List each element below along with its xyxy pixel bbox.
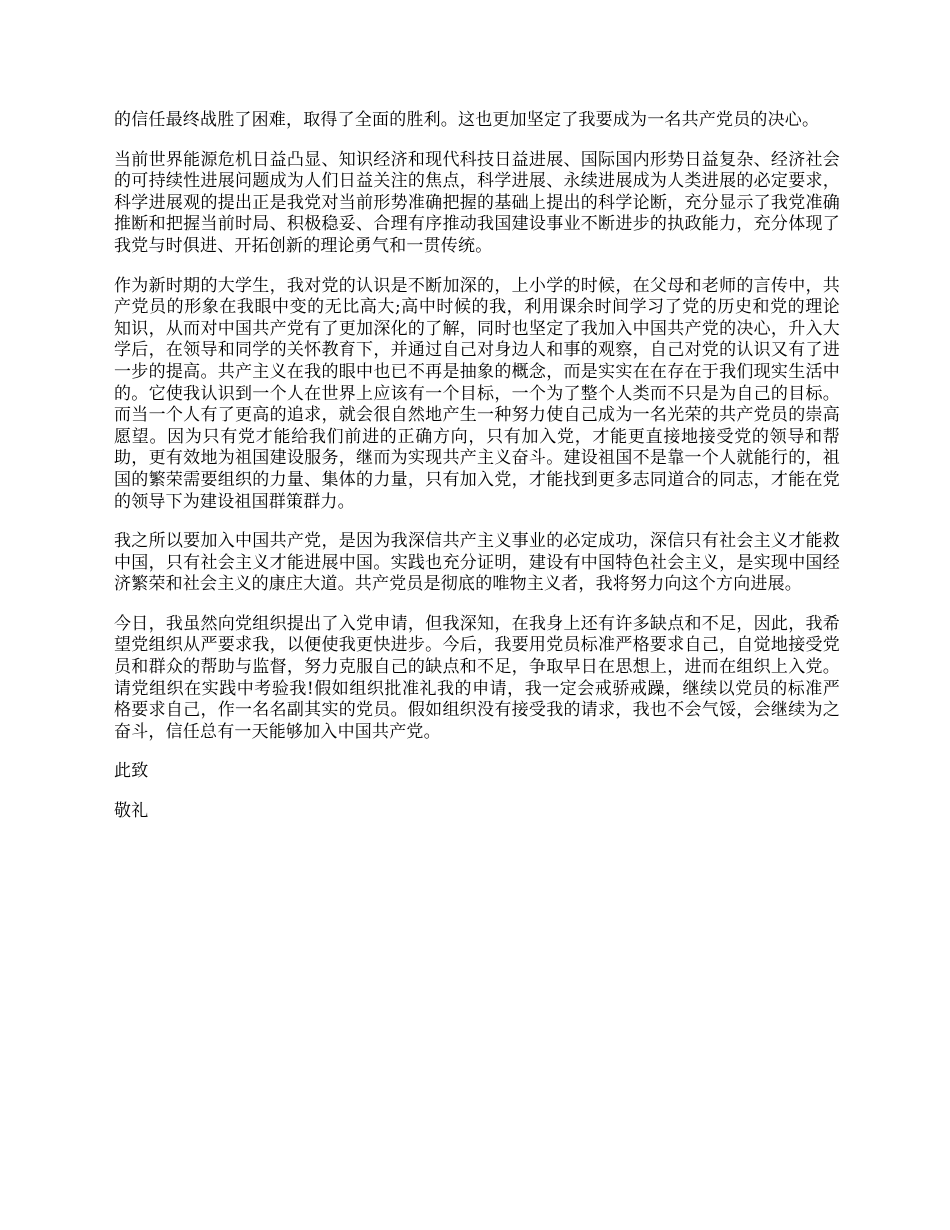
paragraph-5: 今日，我虽然向党组织提出了入党申请，但我深知，在我身上还有许多缺点和不足，因此，我希望党组织从严要求我，以便使我更快进步。今后，我要用党员标准严格要求自己，自觉地接受党员和群众的帮助与监督，努力克服自己的缺点和不足，争取早日在思想上，进而在组织上入党。请党组织在实践中考验我!假如组织批准礼我的申请，我一定会戒骄戒躁，继续以党员的标准严格要求自己，作一名名副其实的党员。假如组织没有接受我的请求，我也不会气馁，会继续为之奋斗，信任总有一天能够加入中国共产党。: [114, 613, 840, 742]
paragraph-4: 我之所以要加入中国共产党，是因为我深信共产主义事业的必定成功，深信只有社会主义才能救中国，只有社会主义才能进展中国。实践也充分证明，建设有中国特色社会主义，是实现中国经济繁荣和社会主义的康庄大道。共产党员是彻底的唯物主义者，我将努力向这个方向进展。: [114, 531, 840, 595]
document-body: [114, 110, 840, 841]
closing-salutation: 此致: [114, 761, 149, 782]
paragraph-2: 当前世界能源危机日益凸显、知识经济和现代科技日益进展、国际国内形势日益复杂、经济社会的可持续性进展问题成为人们日益关注的焦点，科学进展、永续进展成为人类进展的必定要求，科学进展观的提出正是我党对当前形势准确把握的基础上提出的科学论断，充分显示了我党准确推断和把握当前时局、积极稳妥、合理有序推动我国建设事业不断进步的执政能力，充分体现了我党与时俱进、开拓创新的理论勇气和一贯传统。: [114, 149, 840, 256]
paragraph-1: 的信任最终战胜了困难，取得了全面的胜利。这也更加坚定了我要成为一名共产党员的决心。: [114, 110, 820, 130]
paragraph-3: 作为新时期的大学生，我对党的认识是不断加深的，上小学的时候，在父母和老师的言传中，共产党员的形象在我眼中变的无比高大;高中时候的我，利用课余时间学习了党的历史和党的理论知识，从而对中国共产党有了更加深化的了解，同时也坚定了我加入中国共产党的决心，升入大学后，在领导和同学的关怀教育下，并通过自己对身边人和事的观察，自己对党的认识又有了进一步的提高。共产主义在我的眼中也已不再是抽象的概念，而是实实在在存在于我们现实生活中的。它使我认识到一个人在世界上应该有一个目标，一个为了整个人类而不只是为自己的目标。而当一个人有了更高的追求，就会很自然地产生一种努力使自己成为一名光荣的共产党员的崇高愿望。因为只有党才能给我们前进的正确方向，只有加入党，才能更直接地接受党的领导和帮助，更有效地为祖国建设服务，继而为实现共产主义奋斗。建设祖国不是靠一个人就能行的，祖国的繁荣需要组织的力量、集体的力量，只有加入党，才能找到更多志同道合的同志，才能在党的领导下为建设祖国群策群力。: [114, 275, 840, 512]
closing-regards: 敬礼: [114, 801, 149, 822]
